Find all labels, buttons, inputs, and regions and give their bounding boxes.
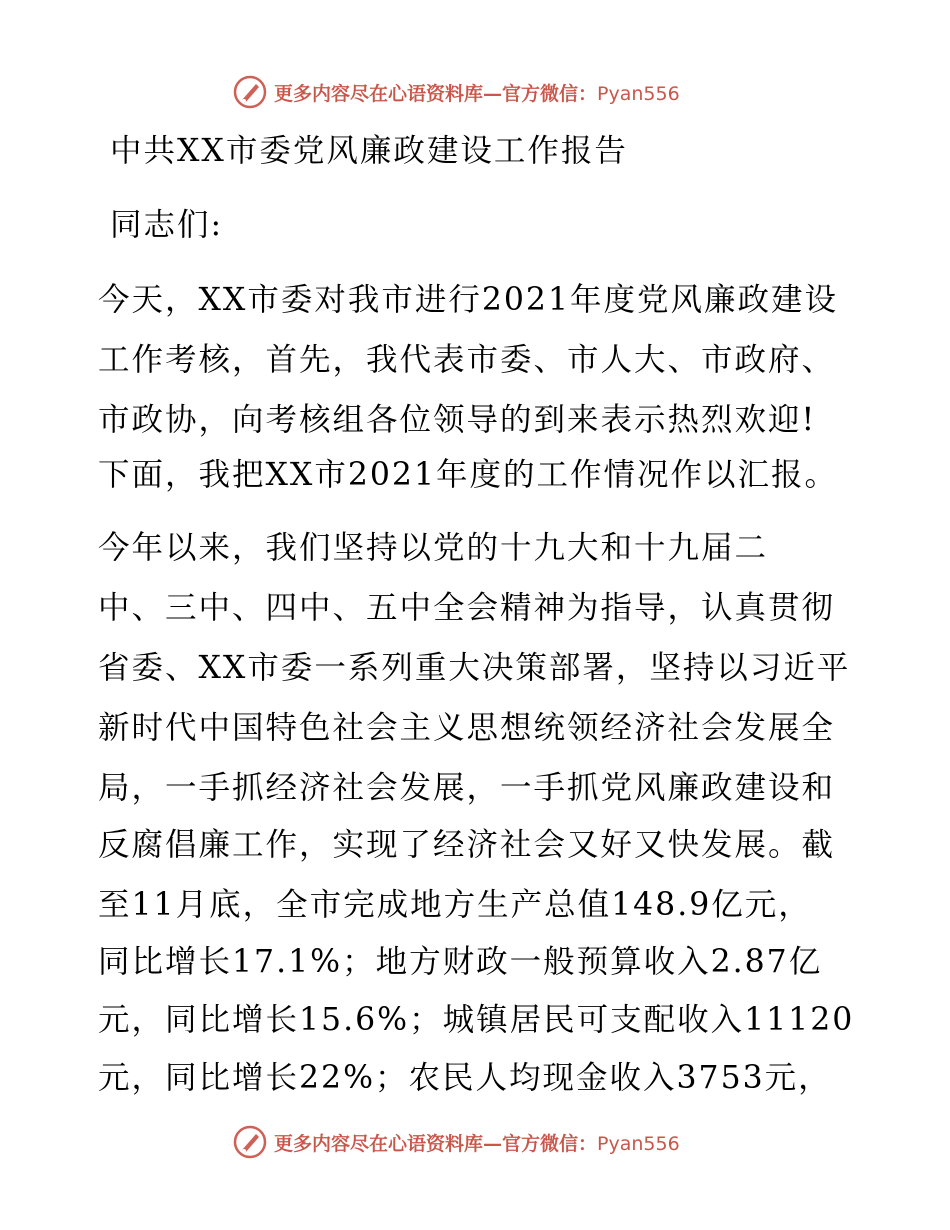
body-line-10: 反腐倡廉工作，实现了经济社会又好又快发展。截 [98,827,836,863]
body-line-7: 省委、XX市委一系列重大决策部署，坚持以习近平 [98,650,851,686]
greeting: 同志们: [110,207,224,243]
body-line-12: 同比增长17.1%；地方财政一般预算收入2.87亿 [98,944,823,980]
body-line-14: 元，同比增长22%；农民人均现金收入3753元， [98,1060,832,1096]
pen-logo-icon [232,1124,268,1160]
watermark-banner-top [232,72,752,112]
body-line-1: 今天，XX市委对我市进行2021年度党风廉政建设 [98,282,839,318]
document-title: 中共XX市委党风廉政建设工作报告 [110,133,628,169]
body-line-9: 局，一手抓经济社会发展，一手抓党风廉政建设和 [98,770,836,806]
body-line-13: 元，同比增长15.6%；城镇居民可支配收入11120 [98,1002,855,1038]
watermark-text: 更多内容尽在心语资料库—官方微信：Pyan556 [274,1132,680,1155]
body-line-3: 市政协，向考核组各位领导的到来表示热烈欢迎! [98,402,817,438]
body-line-5: 今年以来，我们坚持以党的十九大和十九届二 [98,530,769,566]
watermark-text: 更多内容尽在心语资料库—官方微信：Pyan556 [274,82,680,105]
body-line-2: 工作考核，首先，我代表市委、市人大、市政府、 [98,342,836,378]
body-line-4: 下面，我把XX市2021年度的工作情况作以汇报。 [98,457,839,493]
watermark-banner-bottom [232,1122,752,1162]
body-line-6: 中、三中、四中、五中全会精神为指导，认真贯彻 [98,590,836,626]
body-line-11: 至11月底，全市完成地方生产总值148.9亿元， [98,887,812,923]
body-line-8: 新时代中国特色社会主义思想统领经济社会发展全 [98,710,836,746]
pen-logo-icon [232,74,268,110]
